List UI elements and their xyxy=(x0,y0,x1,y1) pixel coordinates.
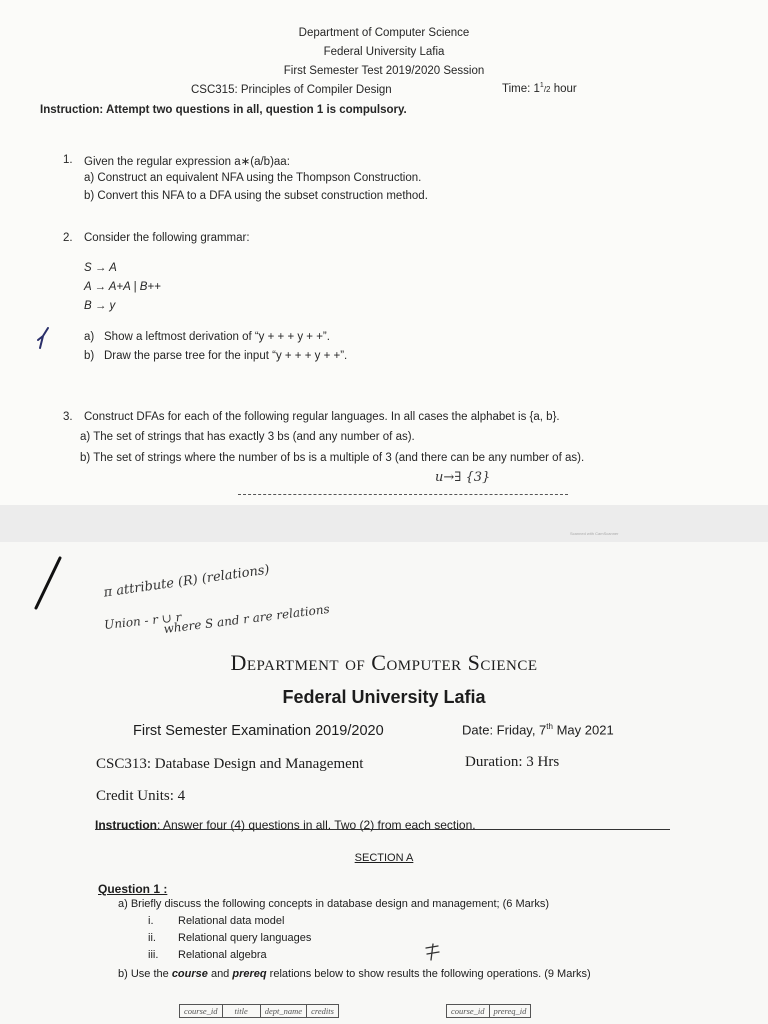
exam-sheet xyxy=(0,542,768,1024)
credit-units: Credit Units: 4 xyxy=(96,788,186,804)
question-part-b: b) Use the course and prereq relations below to show results the following operations. (9 Marks) xyxy=(118,968,591,980)
table-header: prereq_id xyxy=(489,1005,531,1018)
handwritten-note: u→∃ {3} xyxy=(435,470,491,485)
table-header: dept_name xyxy=(260,1005,306,1018)
q2-text: Consider the following grammar: xyxy=(84,232,250,244)
prereq-table xyxy=(446,1004,531,1018)
handwritten-line: π attribute (R) (relations) xyxy=(102,562,271,601)
university-heading: Federal University Lafia xyxy=(323,46,445,58)
course-table xyxy=(179,1004,339,1018)
page-divider xyxy=(238,494,568,495)
handwritten-line: Union - r ∪ r xyxy=(103,609,183,633)
grammar-rule: S → A xyxy=(84,262,117,274)
table-row xyxy=(447,1005,531,1018)
list-item-number: i. xyxy=(148,915,154,927)
list-item: Relational query languages xyxy=(178,932,312,944)
list-item-number: ii. xyxy=(148,932,156,944)
time-allowed: Time: $1^1/2$ hour xyxy=(502,82,577,95)
table-header: title xyxy=(222,1005,260,1018)
section-heading: SECTION A xyxy=(354,852,414,864)
course-code: CSC315: Principles of Compiler Design xyxy=(191,84,392,96)
department-heading: Department of Computer Science xyxy=(230,650,538,675)
scanner-watermark: Scanned with CamScanner xyxy=(570,531,619,536)
table-header: course_id xyxy=(180,1005,223,1018)
session-heading: First Semester Test 2019/2020 Session xyxy=(283,65,485,77)
q2-part-a: Show a leftmost derivation of “y + + + y + +”. xyxy=(104,331,330,343)
instruction: Instruction: Answer four (4) questions in all. Two (2) from each section. xyxy=(95,818,476,832)
q3-part-b: b) The set of strings where the number of bs is a multiple of 3 (and there can be any number of as). xyxy=(80,452,585,464)
university-heading: Federal University Lafia xyxy=(282,687,486,707)
handwritten-mark xyxy=(423,942,443,964)
table-header: course_id xyxy=(447,1005,490,1018)
list-item: Relational algebra xyxy=(178,949,267,961)
table-row xyxy=(180,1005,339,1018)
list-item: Relational data model xyxy=(178,915,285,927)
q2-part-b-label: b) xyxy=(84,350,95,362)
exam-date: Date: Friday, 7th May 2021 xyxy=(462,722,614,738)
exam-duration: Duration: 3 Hrs xyxy=(465,754,560,770)
q2-part-b: Draw the parse tree for the input “y + + + y + +”. xyxy=(104,350,348,362)
question-heading: Question 1 : xyxy=(98,882,168,896)
q3-text: Construct DFAs for each of the following regular languages. In all cases the alphabet is {a, b}. xyxy=(84,411,560,423)
instruction-rule xyxy=(95,829,670,830)
q1-text: Given the regular expression a∗(a/b)aa: xyxy=(84,156,290,168)
q2-number: 2. xyxy=(63,232,73,244)
course-code: CSC313: Database Design and Management xyxy=(96,756,364,772)
scan-gap xyxy=(0,505,768,542)
handwritten-slash-mark xyxy=(30,554,70,614)
q2-part-a-label: a) xyxy=(84,331,95,343)
grammar-rule: A → A+A | B++ xyxy=(84,281,161,293)
q3-number: 3. xyxy=(63,411,73,423)
q1-part-b: b) Convert this NFA to a DFA using the subset construction method. xyxy=(84,190,428,202)
table-header: credits xyxy=(307,1005,339,1018)
grammar-rule: B → y xyxy=(84,300,116,312)
q1-number: 1. xyxy=(63,154,73,166)
list-item-number: iii. xyxy=(148,949,159,961)
question-part-a: a) Briefly discuss the following concepts in database design and management; (6 Marks) xyxy=(118,898,550,910)
q1-part-a: a) Construct an equivalent NFA using the Thompson Construction. xyxy=(84,172,422,184)
exam-heading: First Semester Examination 2019/2020 xyxy=(133,723,384,739)
handwritten-tick-mark xyxy=(34,326,54,350)
department-heading: Department of Computer Science xyxy=(298,27,470,39)
q3-part-a: a) The set of strings that has exactly 3 bs (and any number of as). xyxy=(80,431,415,443)
handwritten-line: where S and r are relations xyxy=(162,601,331,637)
test-sheet xyxy=(0,0,768,505)
instruction: Instruction: Attempt two questions in all, question 1 is compulsory. xyxy=(40,104,407,116)
